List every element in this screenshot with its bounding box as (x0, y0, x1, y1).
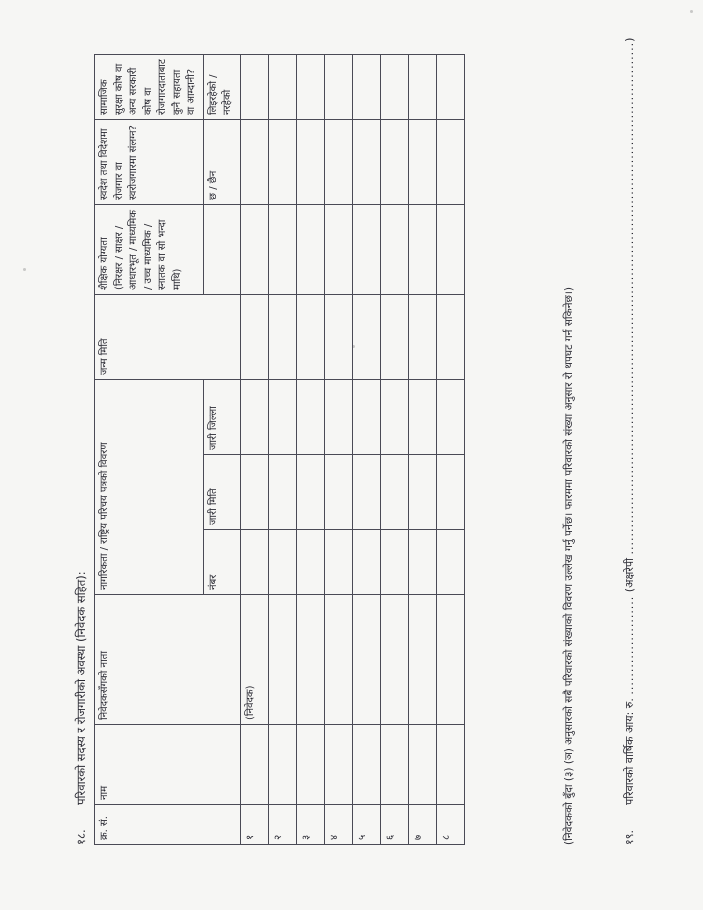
cell-name[interactable] (268, 725, 296, 805)
cell-relation[interactable] (436, 595, 464, 725)
header-serial: क्र. सं. (95, 805, 241, 845)
cell-social-security[interactable] (352, 55, 380, 120)
row-serial: ४ (324, 805, 352, 845)
cell-relation[interactable] (324, 595, 352, 725)
cell-relation[interactable] (380, 595, 408, 725)
income-amount-field[interactable]: ...................... (623, 595, 636, 695)
header-citizenship-number: नंबर (203, 530, 240, 595)
section-18-title: परिवारको सदस्य र रोजगारीको अवस्था (निवेदक सहित): (74, 571, 88, 805)
header-relation: निवेदकसँगको नाता (95, 595, 241, 725)
cell-education[interactable] (296, 205, 324, 295)
cell-education[interactable] (380, 205, 408, 295)
income-words-label: (अक्षरेपी (623, 558, 636, 593)
table-row (436, 55, 464, 845)
cell-name[interactable] (296, 725, 324, 805)
header-social-security: सामाजिक सुरक्षा कोष वा अन्य सरकारी कोष वा रोजगारदाताबाट कुनै सहायता वा आम्दानी? (95, 55, 204, 120)
header-social-security-options: लिइरहेको / नरहेको (203, 55, 240, 120)
family-members-table (94, 54, 465, 845)
section-18-heading (74, 571, 89, 845)
header-education: शैक्षिक योग्यता (निरक्षर / साक्षर / आधारभूत / माध्यमिक / उच्च माध्यमिक / स्नातक वा सो भन्दा माथि) (95, 205, 204, 295)
table-row (408, 55, 436, 845)
cell-relation[interactable] (408, 595, 436, 725)
cell-issue-date[interactable] (408, 455, 436, 530)
section-19-income (622, 38, 637, 845)
cell-relation[interactable] (296, 595, 324, 725)
scan-speck (690, 10, 693, 13)
cell-social-security[interactable] (324, 55, 352, 120)
cell-name[interactable] (408, 725, 436, 805)
cell-issue-date[interactable] (352, 455, 380, 530)
cell-social-security[interactable] (268, 55, 296, 120)
cell-issue-district[interactable] (408, 380, 436, 455)
cell-education[interactable] (352, 205, 380, 295)
cell-citizenship-number[interactable] (240, 530, 268, 595)
cell-relation[interactable] (352, 595, 380, 725)
cell-dob[interactable] (380, 295, 408, 380)
row-serial: ३ (296, 805, 324, 845)
cell-relation[interactable]: (निवेदक) (240, 595, 268, 725)
row-serial: ५ (352, 805, 380, 845)
cell-citizenship-number[interactable] (352, 530, 380, 595)
section-18-number: १८. (74, 829, 88, 845)
header-name: नाम (95, 725, 241, 805)
cell-dob[interactable] (436, 295, 464, 380)
cell-issue-date[interactable] (268, 455, 296, 530)
cell-education[interactable] (268, 205, 296, 295)
cell-issue-district[interactable] (436, 380, 464, 455)
table-row (324, 55, 352, 845)
table-row (240, 55, 268, 845)
header-citizenship: नागरिकता / राष्ट्रिय परिचय पत्रको विवरण (95, 380, 204, 595)
cell-issue-district[interactable] (324, 380, 352, 455)
table-row (352, 55, 380, 845)
cell-citizenship-number[interactable] (380, 530, 408, 595)
cell-employment[interactable] (296, 120, 324, 205)
table-row (268, 55, 296, 845)
cell-issue-date[interactable] (380, 455, 408, 530)
cell-dob[interactable] (240, 295, 268, 380)
education-blank (203, 205, 240, 295)
cell-employment[interactable] (240, 120, 268, 205)
rotated-form (22, 25, 687, 885)
header-issue-district: जारी जिल्ला (203, 380, 240, 455)
cell-citizenship-number[interactable] (436, 530, 464, 595)
cell-name[interactable] (436, 725, 464, 805)
cell-citizenship-number[interactable] (324, 530, 352, 595)
cell-social-security[interactable] (408, 55, 436, 120)
cell-issue-district[interactable] (296, 380, 324, 455)
table-row (296, 55, 324, 845)
cell-education[interactable] (240, 205, 268, 295)
section-19-number: १९. (623, 830, 636, 845)
cell-education[interactable] (436, 205, 464, 295)
cell-issue-district[interactable] (268, 380, 296, 455)
income-close-paren: ) (623, 37, 636, 42)
cell-education[interactable] (324, 205, 352, 295)
cell-issue-date[interactable] (296, 455, 324, 530)
cell-dob[interactable] (268, 295, 296, 380)
cell-issue-date[interactable] (436, 455, 464, 530)
cell-issue-district[interactable] (240, 380, 268, 455)
header-employment-options: छ / छैन (203, 120, 240, 205)
row-serial: ७ (408, 805, 436, 845)
row-serial: ६ (380, 805, 408, 845)
cell-issue-district[interactable] (380, 380, 408, 455)
cell-citizenship-number[interactable] (408, 530, 436, 595)
income-words-field[interactable]: .................................................................................................................. (623, 41, 636, 555)
row-serial: १ (240, 805, 268, 845)
cell-social-security[interactable] (436, 55, 464, 120)
cell-employment[interactable] (324, 120, 352, 205)
cell-dob[interactable] (296, 295, 324, 380)
cell-citizenship-number[interactable] (268, 530, 296, 595)
income-label: परिवारको वार्षिक आय: रु. (623, 698, 636, 805)
cell-name[interactable] (352, 725, 380, 805)
header-dob: जन्म मिति (95, 295, 241, 380)
cell-social-security[interactable] (380, 55, 408, 120)
cell-employment[interactable] (436, 120, 464, 205)
cell-name[interactable] (240, 725, 268, 805)
cell-issue-date[interactable] (324, 455, 352, 530)
cell-issue-date[interactable] (240, 455, 268, 530)
cell-social-security[interactable] (240, 55, 268, 120)
cell-employment[interactable] (352, 120, 380, 205)
row-serial: ८ (436, 805, 464, 845)
cell-name[interactable] (324, 725, 352, 805)
cell-citizenship-number[interactable] (296, 530, 324, 595)
cell-relation[interactable] (268, 595, 296, 725)
header-employment: स्वदेश तथा विदेशमा रोजगार वा स्वरोजगारमा संलग्न? (95, 120, 204, 205)
cell-employment[interactable] (408, 120, 436, 205)
cell-issue-district[interactable] (352, 380, 380, 455)
cell-employment[interactable] (380, 120, 408, 205)
row-serial: २ (268, 805, 296, 845)
table-row (380, 55, 408, 845)
header-row-1 (95, 55, 204, 845)
cell-social-security[interactable] (296, 55, 324, 120)
cell-employment[interactable] (268, 120, 296, 205)
cell-dob[interactable] (352, 295, 380, 380)
cell-education[interactable] (408, 205, 436, 295)
table-note: (निवेदकको बुँदा (३) (ञ) अनुसारको सबै परिवारको संख्याको विवरण उल्लेख गर्नु पर्नेछ। फारममा परिवारको संख्या अनुसार रो थपघट गर्न सकिनेछ।) (563, 287, 575, 845)
header-issue-date: जारी मिति (203, 455, 240, 530)
cell-dob[interactable] (324, 295, 352, 380)
cell-dob[interactable] (408, 295, 436, 380)
cell-name[interactable] (380, 725, 408, 805)
